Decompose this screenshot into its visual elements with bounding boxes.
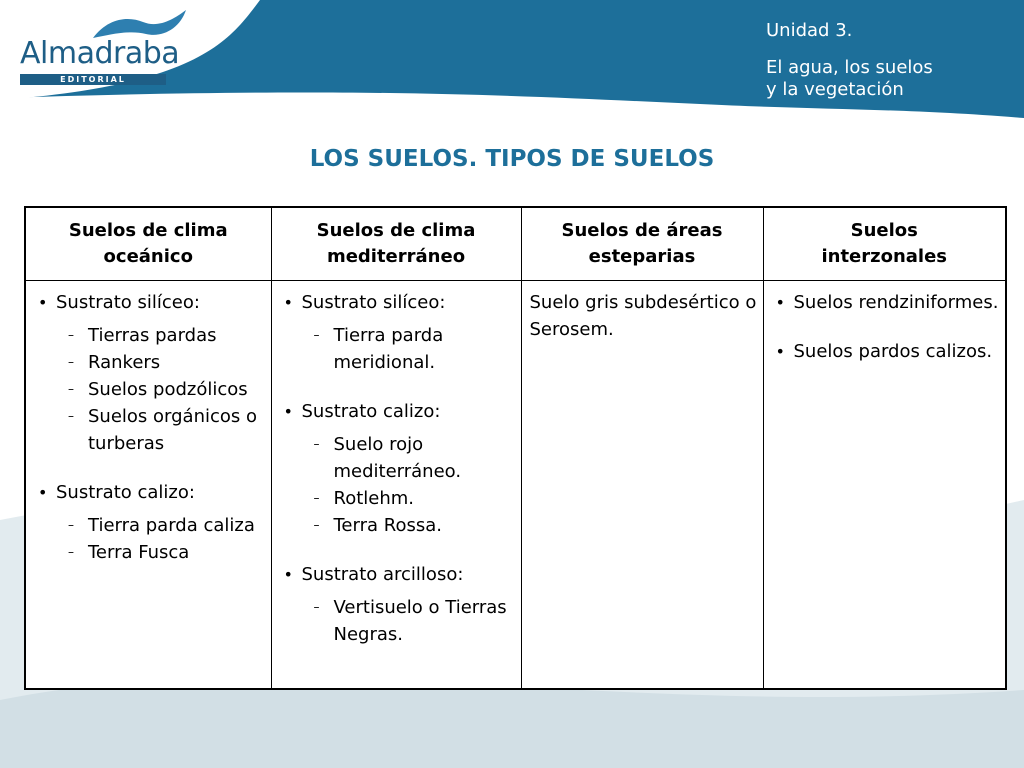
table-row — [25, 281, 1006, 690]
header-oceanic — [25, 207, 271, 281]
header-line: interzonales — [821, 246, 948, 267]
header-steppe — [521, 207, 763, 281]
sub-list-item: – Rankers — [34, 349, 265, 376]
list-item: • Sustrato calizo: — [280, 398, 515, 425]
soil-types-table — [24, 206, 1007, 690]
list-item: • Sustrato calizo: — [34, 479, 265, 506]
header-mediterranean — [271, 207, 521, 281]
sub-list — [280, 431, 515, 539]
header-line: Suelos de clima — [68, 220, 228, 241]
cell-steppe — [521, 281, 763, 690]
sub-list — [34, 322, 265, 457]
brand-name: Almadraba — [20, 36, 180, 71]
header-line: esteparias — [588, 246, 696, 267]
list-item: • Sustrato arcilloso: — [280, 561, 515, 588]
table-header-row — [25, 207, 1006, 281]
brand-logo — [18, 8, 180, 84]
sub-list — [280, 594, 515, 648]
unit-subtitle — [766, 57, 1016, 101]
sub-list-item: – Vertisuelo o Tierras Negras. — [280, 594, 515, 648]
unit-label: Unidad 3. — [766, 20, 853, 41]
header-line: Suelos de clima — [316, 220, 476, 241]
sub-list-item: – Tierras pardas — [34, 322, 265, 349]
sub-list-item: – Terra Fusca — [34, 539, 265, 566]
list-item: • Suelos rendziniformes. — [772, 289, 1000, 316]
sub-list-item: – Suelos podzólicos — [34, 376, 265, 403]
sub-list-item: – Tierra parda caliza — [34, 512, 265, 539]
list-item: • Sustrato silíceo: — [34, 289, 265, 316]
cell-mediterranean — [271, 281, 521, 690]
cell-oceanic — [25, 281, 271, 690]
header-line: oceánico — [103, 246, 193, 267]
sub-list — [280, 322, 515, 376]
header-interzonal — [763, 207, 1006, 281]
sub-list-item: – Suelo rojo mediterráneo. — [280, 431, 515, 485]
list-item: • Suelos pardos calizos. — [772, 338, 1000, 365]
sub-list-item: – Rotlehm. — [280, 485, 515, 512]
unit-subtitle-line1: El agua, los suelos — [766, 57, 933, 78]
brand-subtitle: EDITORIAL — [20, 74, 166, 85]
header-line: Suelos — [850, 220, 918, 241]
header-line: Suelos de áreas — [561, 220, 723, 241]
sub-list — [34, 512, 265, 566]
cell-interzonal — [763, 281, 1006, 690]
sub-list-item: – Terra Rossa. — [280, 512, 515, 539]
cell-text: Suelo gris subdesértico o Serosem. — [529, 292, 757, 340]
sub-list-item: – Suelos orgánicos o turberas — [34, 403, 265, 457]
sub-list-item: – Tierra parda meridional. — [280, 322, 515, 376]
header-line: mediterráneo — [326, 246, 466, 267]
page-title: LOS SUELOS. TIPOS DE SUELOS — [309, 146, 715, 172]
list-item: • Sustrato silíceo: — [280, 289, 515, 316]
unit-subtitle-line2: y la vegetación — [766, 79, 904, 100]
